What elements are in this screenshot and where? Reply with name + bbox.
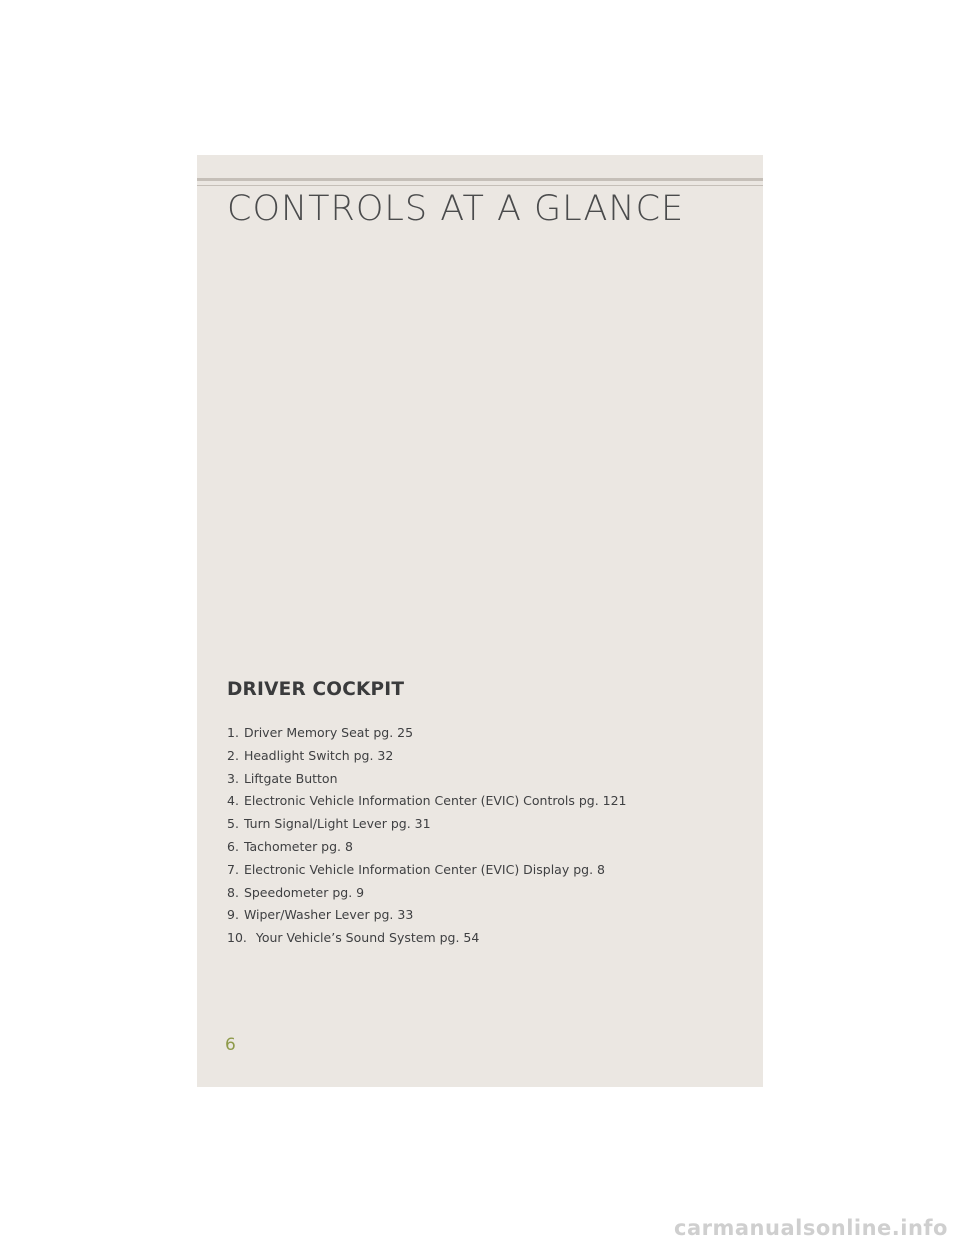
item-text: Turn Signal/Light Lever pg. 31: [243, 816, 431, 832]
item-text: Wiper/Washer Lever pg. 33: [243, 907, 414, 923]
list-item: [227, 768, 627, 791]
page-title: CONTROLS AT A GLANCE: [227, 189, 685, 229]
item-text: Headlight Switch pg. 32: [243, 747, 394, 763]
item-number: 8.: [227, 884, 239, 900]
item-text: Driver Memory Seat pg. 25: [243, 725, 414, 740]
item-text: Your Vehicle’s Sound System pg. 54: [251, 930, 480, 946]
item-number: 6.: [227, 838, 239, 854]
list-item: [227, 859, 627, 882]
item-number: 7.: [227, 861, 239, 877]
section-title: DRIVER COCKPIT: [227, 679, 405, 700]
list-item: [227, 813, 627, 836]
item-text: Speedometer pg. 9: [243, 884, 365, 900]
list-item: [227, 836, 627, 859]
list-item: [227, 790, 627, 813]
header-rule-thin: [197, 185, 763, 186]
list-item: [227, 745, 627, 768]
list-item: [227, 722, 627, 745]
item-text: Liftgate Button: [243, 770, 338, 786]
page-number: 6: [225, 1035, 236, 1055]
item-number: 4.: [227, 793, 239, 809]
item-text: Electronic Vehicle Information Center (EVIC) Display pg. 8: [243, 861, 605, 877]
header-rule-thick: [197, 178, 763, 181]
item-number: 5.: [227, 816, 239, 832]
item-number: 9.: [227, 907, 239, 923]
item-text: Electronic Vehicle Information Center (EVIC) Controls pg. 121: [243, 793, 627, 809]
list-item: [227, 904, 627, 927]
list-item: [227, 882, 627, 905]
item-number: 3.: [227, 770, 239, 786]
item-number: 10.: [227, 930, 247, 946]
list-item: [227, 927, 627, 950]
item-number: 2.: [227, 747, 239, 763]
controls-list: [227, 722, 627, 950]
watermark-text: carmanualsonline.info: [674, 1216, 948, 1240]
item-text: Tachometer pg. 8: [243, 838, 353, 854]
manual-page: [197, 155, 763, 1087]
item-number: 1.: [227, 725, 239, 740]
